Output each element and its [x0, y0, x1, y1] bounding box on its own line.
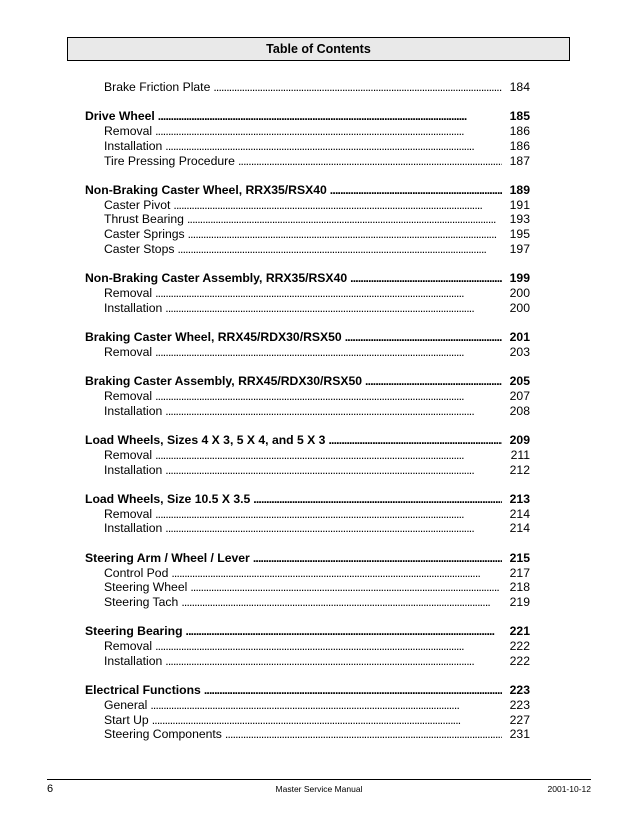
toc-section-entry[interactable] — [85, 683, 530, 698]
toc-subentry[interactable] — [85, 154, 530, 169]
toc-spacer — [85, 477, 530, 492]
dot-leader — [155, 639, 502, 654]
toc-entry-title: Electrical Functions — [85, 683, 201, 698]
toc-subentry[interactable] — [85, 463, 530, 478]
toc-subentry[interactable] — [85, 227, 530, 242]
toc-entry-title: Installation — [104, 653, 163, 668]
toc-subentry[interactable] — [85, 566, 530, 581]
toc-entry-page: 185 — [509, 109, 530, 124]
toc-entry-title: Start Up — [104, 712, 149, 727]
dot-leader — [155, 507, 502, 522]
toc-entry-title: Steering Bearing — [85, 624, 183, 639]
dot-leader — [253, 551, 502, 566]
dot-leader — [171, 566, 502, 581]
toc-subentry[interactable] — [85, 698, 530, 713]
toc-entry-title: Caster Stops — [104, 241, 175, 256]
toc-entry-page: 189 — [509, 183, 530, 198]
toc-subentry[interactable] — [85, 580, 530, 595]
dot-leader — [253, 492, 502, 507]
toc-entry-page: 214 — [509, 521, 530, 536]
page-title: Table of Contents — [266, 42, 371, 56]
dot-leader — [365, 374, 502, 389]
dot-leader — [188, 227, 502, 242]
toc-subentry[interactable] — [85, 286, 530, 301]
dot-leader — [186, 624, 502, 639]
dot-leader — [190, 580, 502, 595]
toc-entry-page: 212 — [509, 462, 530, 477]
toc-entry-title: Installation — [104, 138, 163, 153]
dot-leader — [213, 80, 502, 95]
dot-leader — [165, 139, 502, 154]
toc-subentry[interactable] — [85, 139, 530, 154]
dot-leader — [181, 595, 502, 610]
toc-entry-title: Braking Caster Assembly, RRX45/RDX30/RSX50 — [85, 374, 363, 389]
toc-entry-page: 186 — [509, 124, 530, 139]
toc-subentry[interactable] — [85, 595, 530, 610]
toc-entry-page: 223 — [509, 697, 530, 712]
toc-subentry[interactable] — [85, 198, 530, 213]
toc-entry-page: 184 — [509, 80, 530, 94]
toc-spacer — [85, 668, 530, 683]
toc-entry-title: Removal — [104, 506, 153, 521]
toc-entry-title: Brake Friction Plate — [104, 80, 211, 94]
toc-entry-page: 191 — [509, 197, 530, 212]
toc-entry-title: Removal — [104, 639, 153, 654]
toc-entry-page: 201 — [509, 330, 530, 345]
toc-entry-title: Steering Tach — [104, 594, 179, 609]
toc-entry-page: 208 — [509, 403, 530, 418]
footer-page-number: 6 — [47, 783, 54, 795]
dot-leader — [155, 124, 502, 139]
dot-leader — [165, 404, 502, 419]
toc-entry-title: Installation — [104, 521, 163, 536]
toc-entry-title: Installation — [104, 300, 163, 315]
dot-leader — [177, 242, 502, 257]
toc-entry-page: 205 — [509, 374, 530, 389]
toc-entry-title: Non-Braking Caster Assembly, RRX35/RSX40 — [85, 271, 348, 286]
toc-entry-title: Steering Arm / Wheel / Lever — [85, 550, 250, 565]
toc-spacer — [85, 256, 530, 271]
toc-entry-title: General — [104, 697, 148, 712]
dot-leader — [350, 271, 502, 286]
toc-spacer — [85, 418, 530, 433]
toc-entry-page: 197 — [509, 241, 530, 256]
toc-entry-title: Caster Springs — [104, 227, 185, 242]
toc-section-entry[interactable] — [85, 271, 530, 286]
toc-subentry[interactable] — [85, 301, 530, 316]
toc-section-entry[interactable] — [85, 374, 530, 389]
toc-entry-page: 199 — [509, 271, 530, 286]
toc-subentry[interactable] — [85, 727, 530, 742]
dot-leader — [165, 463, 502, 478]
table-of-contents — [85, 80, 530, 742]
toc-subentry[interactable] — [85, 654, 530, 669]
toc-entry-page: 218 — [509, 580, 530, 595]
toc-subentry[interactable] — [85, 242, 530, 257]
toc-subentry[interactable] — [85, 521, 530, 536]
dot-leader — [165, 301, 502, 316]
dot-leader — [152, 713, 502, 728]
toc-section-entry[interactable] — [85, 109, 530, 124]
toc-subentry[interactable] — [85, 404, 530, 419]
toc-spacer — [85, 95, 530, 110]
toc-entry-page: 203 — [509, 344, 530, 359]
dot-leader — [165, 521, 502, 536]
toc-subentry[interactable] — [85, 507, 530, 522]
dot-leader — [204, 683, 502, 698]
toc-entry-page: 215 — [509, 550, 530, 565]
toc-entry-page: 217 — [509, 565, 530, 580]
toc-entry-title: Steering Components — [104, 727, 222, 742]
footer-document-title: Master Service Manual — [275, 784, 363, 794]
toc-entry-page: 186 — [509, 138, 530, 153]
dot-leader — [238, 154, 502, 169]
toc-entry-title: Steering Wheel — [104, 580, 188, 595]
toc-entry-title: Control Pod — [104, 565, 169, 580]
toc-subentry[interactable] — [85, 212, 530, 227]
toc-entry-page: 214 — [509, 506, 530, 521]
dot-leader — [165, 654, 502, 669]
toc-entry-title: Drive Wheel — [85, 109, 155, 124]
toc-subentry[interactable] — [85, 345, 530, 360]
dot-leader — [173, 198, 502, 213]
toc-section-entry[interactable] — [85, 624, 530, 639]
toc-section-entry[interactable] — [85, 330, 530, 345]
toc-entry-title: Braking Caster Wheel, RRX45/RDX30/RSX50 — [85, 330, 342, 345]
toc-section-entry[interactable] — [85, 433, 530, 448]
dot-leader — [155, 286, 502, 301]
toc-subentry[interactable] — [85, 80, 530, 95]
toc-entry-title: Non-Braking Caster Wheel, RRX35/RSX40 — [85, 183, 327, 198]
toc-entry-page: 227 — [509, 712, 530, 727]
toc-entry-title: Load Wheels, Sizes 4 X 3, 5 X 4, and 5 X 3 — [85, 433, 326, 448]
toc-entry-page: 195 — [509, 227, 530, 242]
toc-entry-title: Installation — [104, 403, 163, 418]
toc-subentry[interactable] — [85, 448, 530, 463]
toc-entry-page: 219 — [509, 594, 530, 609]
toc-entry-title: Thrust Bearing — [104, 212, 184, 227]
toc-entry-page: 207 — [509, 388, 530, 403]
toc-entry-page: 222 — [509, 639, 530, 654]
dot-leader — [155, 448, 502, 463]
toc-entry-page: 222 — [509, 653, 530, 668]
toc-entry-page: 200 — [509, 285, 530, 300]
toc-subentry[interactable] — [85, 389, 530, 404]
toc-subentry[interactable] — [85, 713, 530, 728]
toc-entry-page: 187 — [509, 153, 530, 168]
toc-entry-page: 193 — [509, 212, 530, 227]
toc-section-entry[interactable] — [85, 492, 530, 507]
toc-entry-title: Removal — [104, 388, 153, 403]
toc-subentry[interactable] — [85, 124, 530, 139]
dot-leader — [158, 109, 502, 124]
toc-subentry[interactable] — [85, 639, 530, 654]
toc-entry-page: 213 — [509, 492, 530, 507]
toc-header — [67, 37, 570, 61]
toc-section-entry[interactable] — [85, 183, 530, 198]
toc-entry-title: Removal — [104, 447, 153, 462]
toc-spacer — [85, 315, 530, 330]
toc-spacer — [85, 536, 530, 551]
toc-section-entry[interactable] — [85, 551, 530, 566]
toc-entry-title: Tire Pressing Procedure — [104, 153, 235, 168]
dot-leader — [150, 698, 502, 713]
toc-spacer — [85, 610, 530, 625]
toc-entry-page: 223 — [509, 683, 530, 698]
dot-leader — [155, 389, 502, 404]
toc-entry-page: 231 — [509, 727, 530, 742]
dot-leader — [225, 727, 502, 742]
footer-divider — [47, 779, 591, 780]
toc-entry-page: 200 — [509, 300, 530, 315]
toc-entry-title: Caster Pivot — [104, 197, 171, 212]
toc-entry-title: Removal — [104, 285, 153, 300]
dot-leader — [345, 330, 502, 345]
toc-entry-page: 211 — [510, 447, 530, 462]
toc-entry-title: Installation — [104, 462, 163, 477]
toc-spacer — [85, 360, 530, 375]
toc-entry-title: Load Wheels, Size 10.5 X 3.5 — [85, 492, 251, 507]
footer-date: 2001-10-12 — [547, 784, 591, 794]
toc-entry-page: 221 — [509, 624, 530, 639]
dot-leader — [328, 433, 502, 448]
dot-leader — [155, 345, 502, 360]
toc-entry-title: Removal — [104, 344, 153, 359]
toc-spacer — [85, 168, 530, 183]
toc-entry-title: Removal — [104, 124, 153, 139]
dot-leader — [330, 183, 502, 198]
dot-leader — [187, 212, 502, 227]
toc-entry-page: 209 — [509, 433, 530, 448]
